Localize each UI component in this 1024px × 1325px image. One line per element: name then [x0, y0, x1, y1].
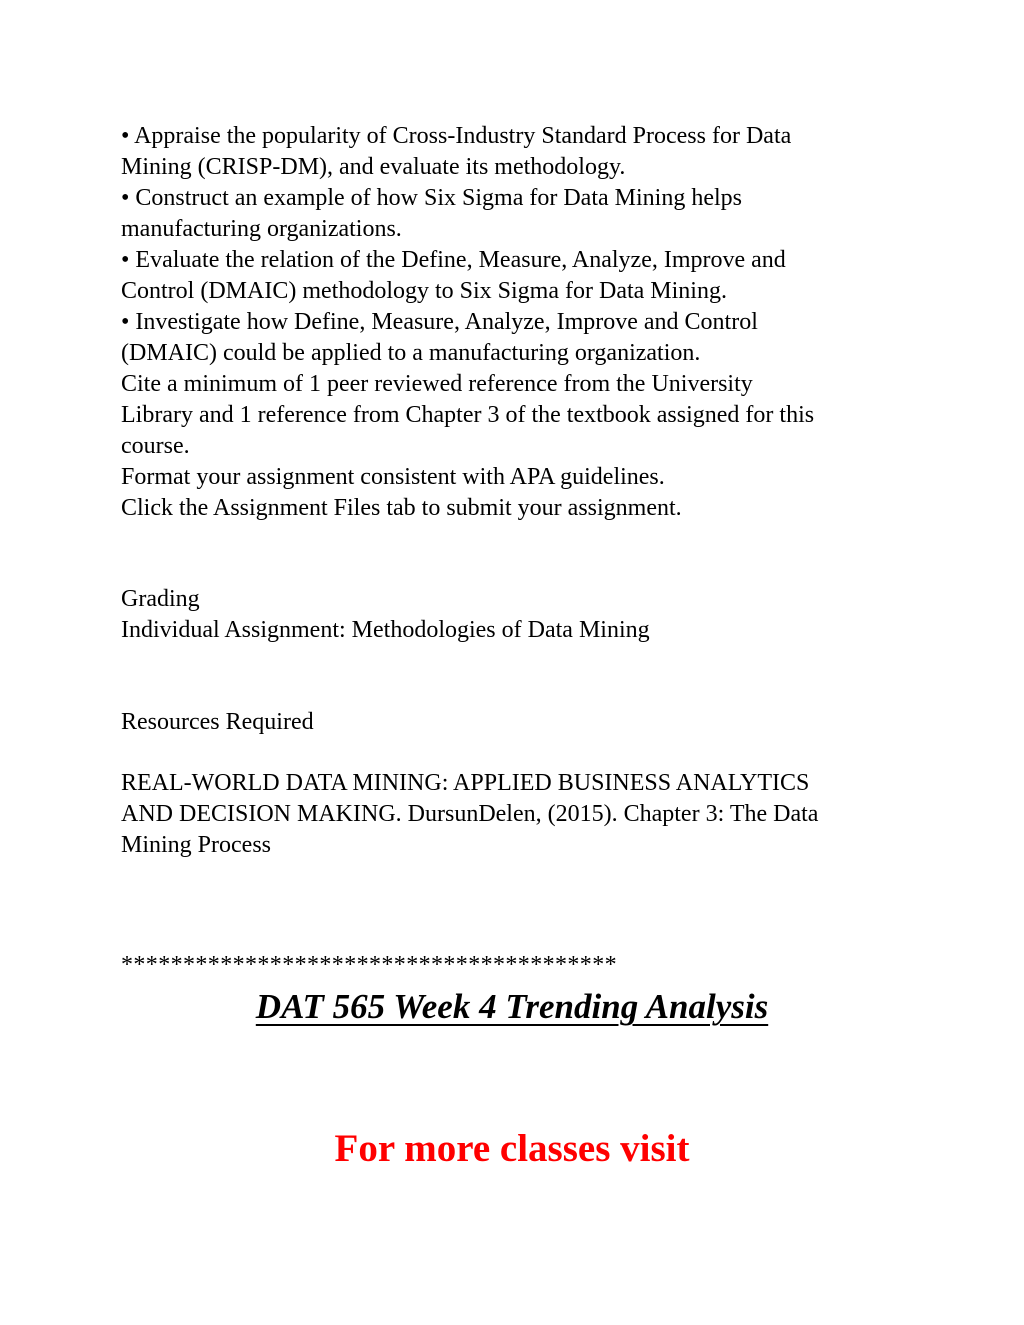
resource-line: Mining Process — [121, 832, 271, 858]
grading-item: Individual Assignment: Methodologies of Data Mining — [121, 617, 650, 643]
body-line: • Investigate how Define, Measure, Analyze, Improve and Control — [121, 309, 758, 335]
body-line: Library and 1 reference from Chapter 3 of the textbook assigned for this — [121, 402, 815, 428]
body-line: Cite a minimum of 1 peer reviewed reference from the University — [121, 371, 753, 397]
body-line: Mining (CRISP-DM), and evaluate its methodology. — [121, 154, 626, 180]
body-line: course. — [121, 433, 190, 459]
body-line: manufacturing organizations. — [121, 216, 402, 242]
body-line: Control (DMAIC) methodology to Six Sigma for Data Mining. — [121, 278, 727, 304]
separator-stars: **************************************** — [121, 952, 617, 978]
promo-text: For more classes visit — [334, 1127, 690, 1170]
body-line: (DMAIC) could be applied to a manufacturing organization. — [121, 340, 701, 366]
resources-label: Resources Required — [121, 709, 314, 735]
next-title-heading: DAT 565 Week 4 Trending Analysis — [255, 987, 769, 1026]
body-line: Format your assignment consistent with APA guidelines. — [121, 464, 665, 490]
grading-label: Grading — [121, 586, 200, 612]
resource-line: REAL-WORLD DATA MINING: APPLIED BUSINESS ANALYTICS — [121, 770, 810, 796]
body-line: • Appraise the popularity of Cross-Industry Standard Process for Data — [121, 123, 792, 149]
body-line: • Evaluate the relation of the Define, Measure, Analyze, Improve and — [121, 247, 786, 273]
body-line: • Construct an example of how Six Sigma for Data Mining helps — [121, 185, 742, 211]
body-line: Click the Assignment Files tab to submit your assignment. — [121, 495, 682, 521]
resource-line: AND DECISION MAKING. DursunDelen, (2015). Chapter 3: The Data — [121, 801, 819, 827]
